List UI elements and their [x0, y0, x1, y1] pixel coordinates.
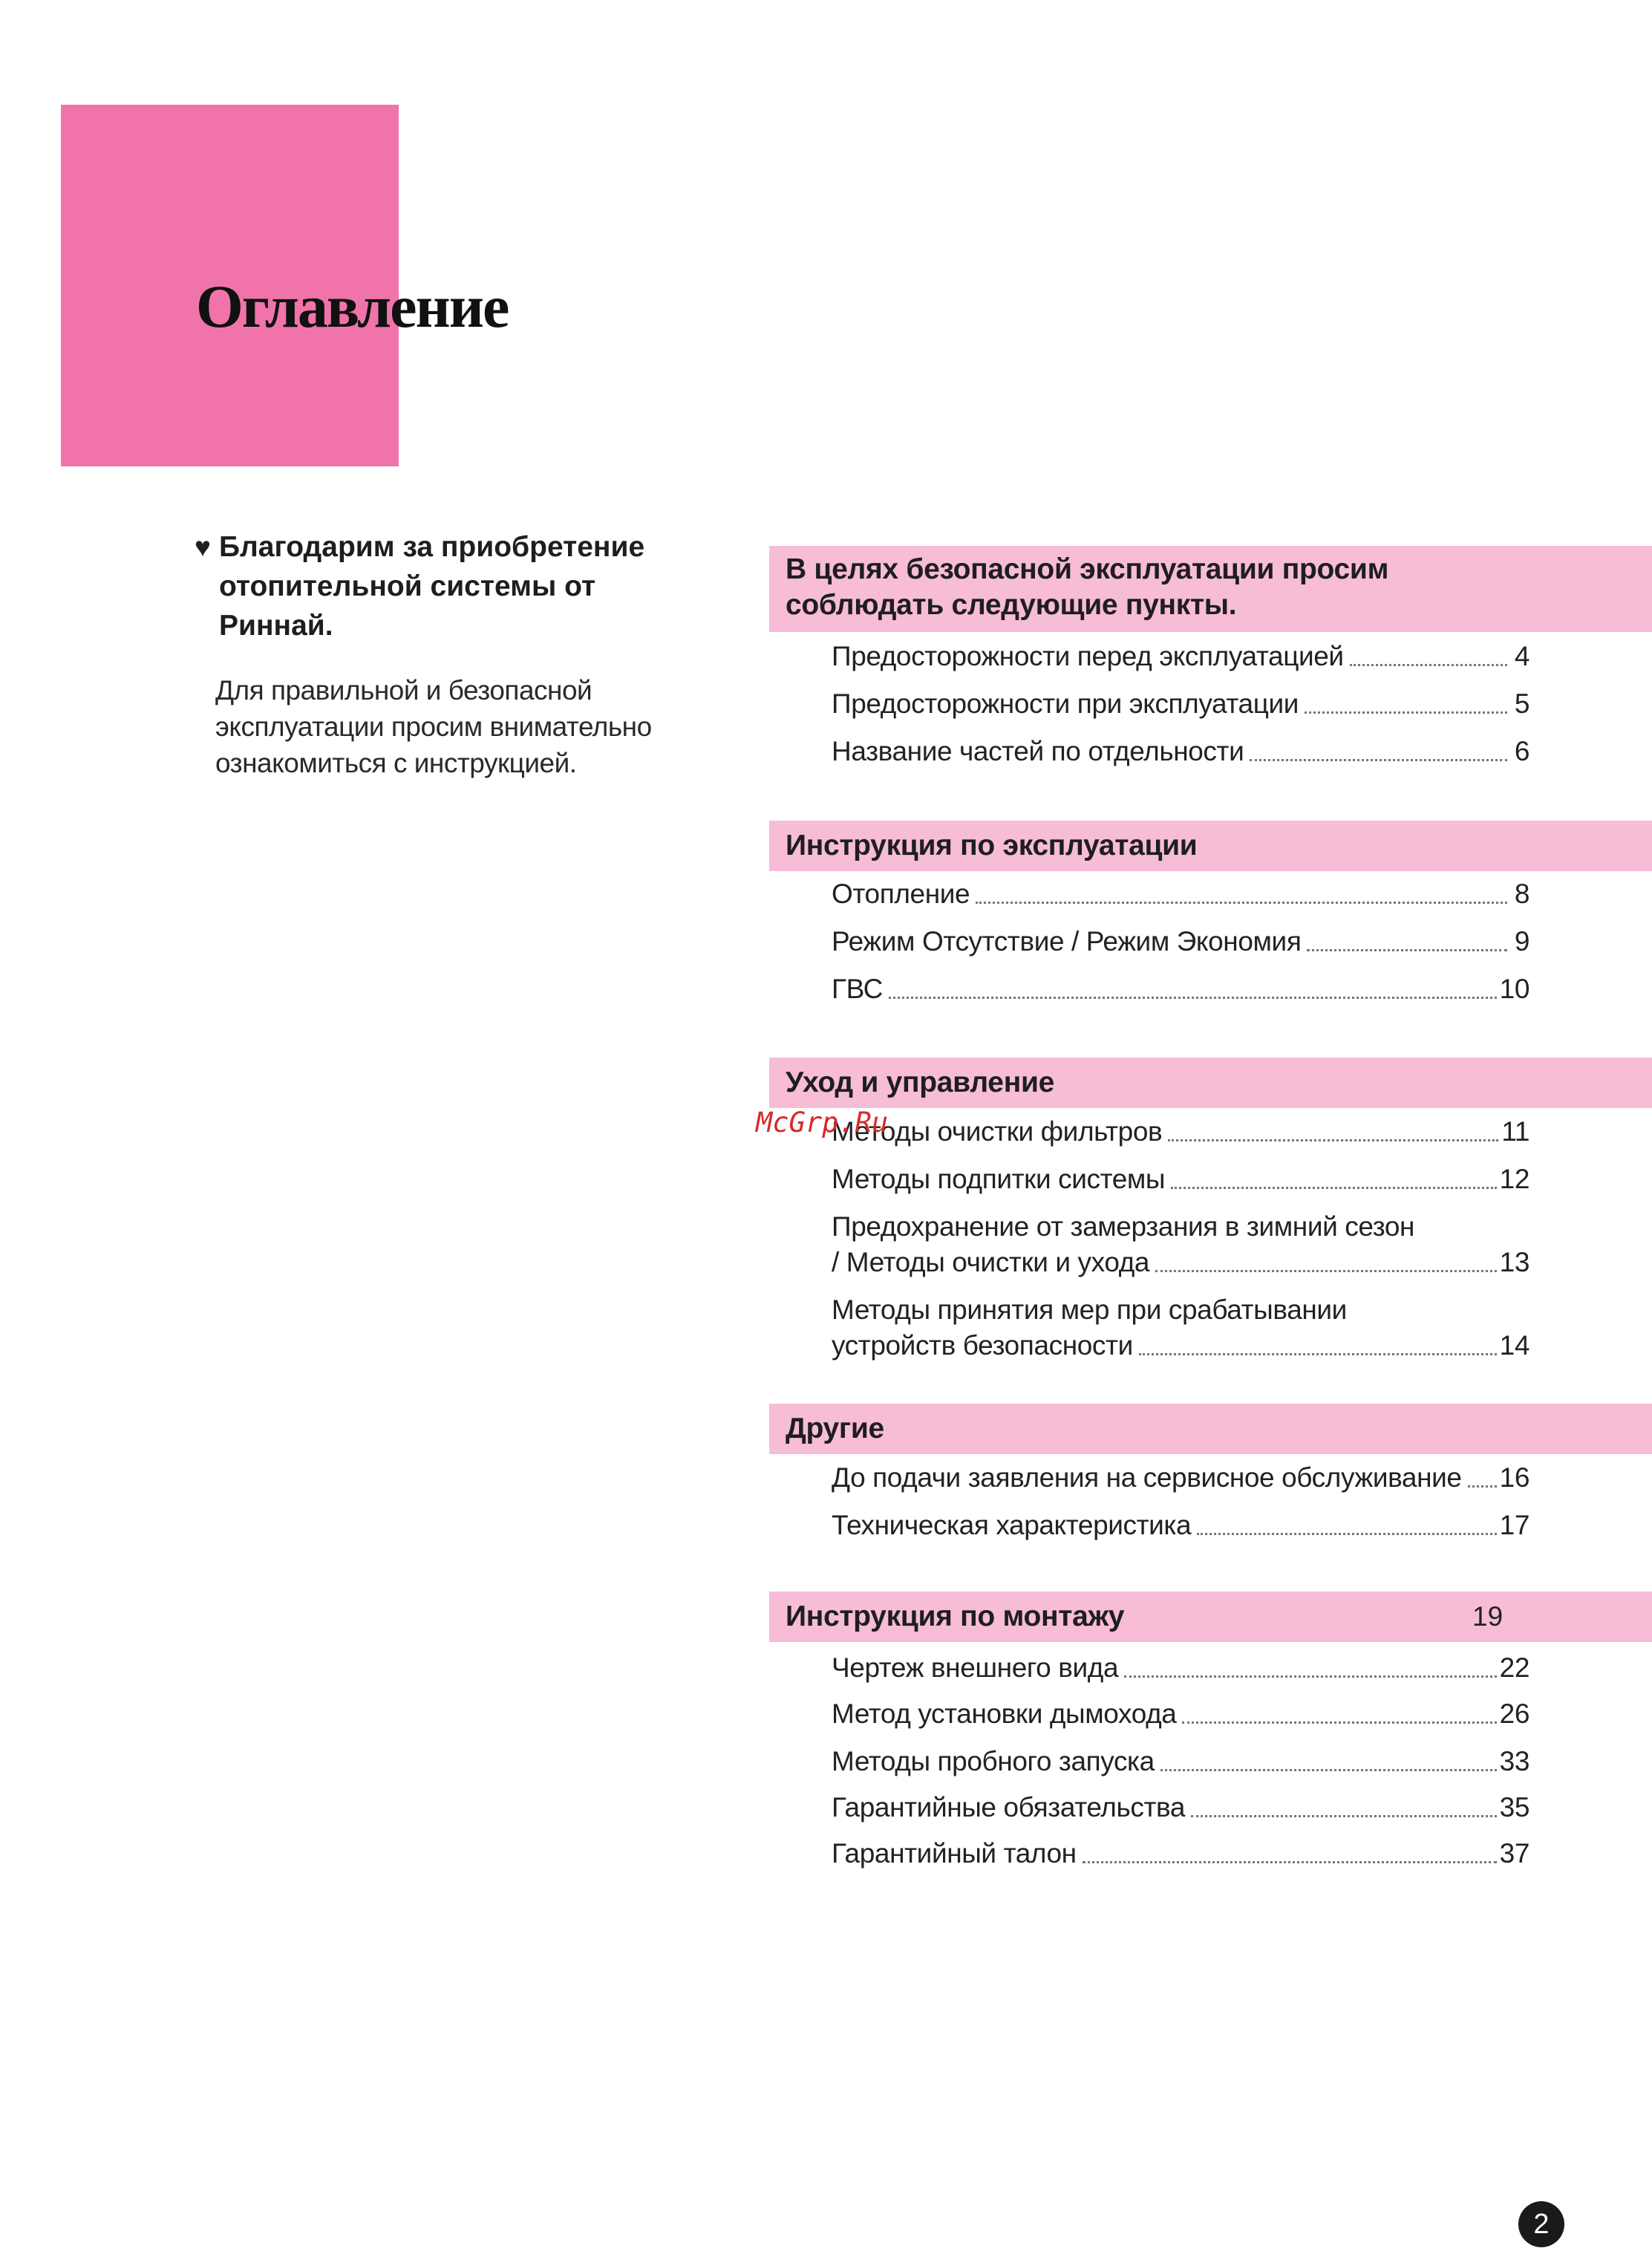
toc-entry[interactable] [832, 924, 1529, 960]
toc-entry-text: Методы подпитки системы [832, 1164, 1166, 1194]
toc-entry[interactable] [832, 1744, 1529, 1779]
toc-entry-page: 17 [1499, 1510, 1529, 1540]
toc-section-header[interactable] [769, 1592, 1652, 1642]
toc-entry[interactable] [832, 876, 1529, 912]
toc-entry-text: Предосторожности перед эксплуатацией [832, 641, 1344, 671]
toc-entry[interactable] [832, 1209, 1529, 1280]
toc-entry-text: Режим Отсутствие / Режим Экономия [832, 926, 1302, 957]
toc-entry[interactable] [832, 734, 1529, 769]
toc-entry-page: 11 [1501, 1116, 1529, 1147]
intro-body-line: эксплуатации просим внимательно [215, 711, 652, 742]
dot-leader [1124, 1675, 1497, 1678]
toc-entry-page: 14 [1499, 1330, 1529, 1361]
dot-leader [1155, 1269, 1497, 1272]
toc-entry-text: / Методы очистки и ухода [832, 1247, 1150, 1277]
toc-entry-text: Гарантийные обязательства [832, 1792, 1186, 1822]
intro-body [195, 672, 670, 781]
toc-entry-page: 5 [1514, 688, 1529, 719]
dot-leader [1182, 1721, 1496, 1724]
toc-section-header[interactable] [769, 821, 1652, 871]
toc-entry-text: Методы очистки фильтров [832, 1116, 1163, 1147]
toc-entry-text: До подачи заявления на сервисное обслуживание [832, 1462, 1462, 1493]
page-title: Оглавление [196, 273, 509, 340]
dot-leader [976, 901, 1507, 904]
dot-leader [1250, 758, 1507, 761]
toc-entry-text: Методы принятия мер при срабатывании [832, 1294, 1347, 1325]
toc-entry[interactable] [832, 1790, 1529, 1825]
toc-entry-text: устройств безопасности [832, 1330, 1133, 1361]
intro-heading [195, 527, 670, 645]
intro-body-line: Для правильной и безопасной [215, 675, 592, 706]
toc-section-title: В целях безопасной эксплуатации просим соблюдать следующие пункты. [786, 553, 1389, 621]
toc-entry-text: Предохранение от замерзания в зимний сезон [832, 1211, 1415, 1242]
toc-entry[interactable] [832, 1836, 1529, 1872]
dot-leader [1468, 1485, 1497, 1488]
toc-entry-text: Техническая характеристика [832, 1510, 1192, 1540]
intro [195, 527, 670, 781]
toc-section-header[interactable] [769, 1404, 1652, 1454]
toc-entry-text: ГВС [832, 974, 884, 1004]
toc-section-page: 19 [1472, 1601, 1504, 1632]
toc-section-title: Другие [786, 1413, 884, 1444]
toc-section-header[interactable] [769, 1058, 1652, 1108]
intro-heading-line: Риннай. [219, 610, 333, 642]
toc-entry-page: 9 [1514, 926, 1529, 957]
toc-entry[interactable] [832, 1650, 1529, 1686]
toc-section-title: Инструкция по эксплуатации [786, 830, 1198, 861]
toc-entry-page: 10 [1499, 974, 1529, 1004]
toc-entry[interactable] [832, 1460, 1529, 1496]
dot-leader [1350, 663, 1507, 666]
toc-entry[interactable] [832, 1508, 1529, 1543]
dot-leader [1160, 1768, 1497, 1771]
heart-icon: ♥ [195, 532, 211, 562]
intro-heading-line: Благодарим за приобретение [219, 531, 645, 563]
dot-leader [1197, 1532, 1496, 1535]
toc-entry[interactable] [832, 639, 1529, 674]
toc-entry[interactable] [832, 686, 1529, 722]
toc-section-header[interactable] [769, 546, 1652, 632]
toc-entry-text: Название частей по отдельности [832, 736, 1244, 766]
toc-entry-page: 35 [1499, 1792, 1529, 1822]
toc-entry[interactable] [832, 1162, 1529, 1197]
toc-entry-page: 37 [1499, 1838, 1529, 1869]
toc-entry-text: Отопление [832, 879, 970, 909]
dot-leader [1168, 1138, 1498, 1141]
toc-entry-page: 16 [1499, 1462, 1529, 1493]
toc-entry[interactable] [832, 1114, 1529, 1150]
toc-entry-text: Гарантийный талон [832, 1838, 1077, 1869]
watermark: McGrp.Ru [756, 1107, 889, 1138]
toc-entry-page: 22 [1499, 1652, 1529, 1683]
intro-body-line: ознакомиться с инструкцией. [215, 748, 577, 778]
toc-entry-text: Метод установки дымохода [832, 1698, 1177, 1729]
dot-leader [1139, 1352, 1497, 1355]
dot-leader [1171, 1186, 1497, 1189]
toc-entry-page: 13 [1499, 1247, 1529, 1277]
dot-leader [1191, 1814, 1497, 1817]
dot-leader [1307, 948, 1507, 951]
dot-leader [889, 996, 1497, 999]
toc-entry[interactable] [832, 1292, 1529, 1364]
page-number: 2 [1518, 2201, 1564, 2247]
toc-entry-page: 4 [1514, 641, 1529, 671]
toc-entry-page: 12 [1499, 1164, 1529, 1194]
toc-entry[interactable] [832, 1696, 1529, 1732]
toc-entry-text: Предосторожности при эксплуатации [832, 688, 1299, 719]
intro-heading-line: отопительной системы от [219, 570, 596, 602]
toc-entry-page: 33 [1499, 1746, 1529, 1776]
toc-entry[interactable] [832, 971, 1529, 1007]
dot-leader [1083, 1860, 1497, 1863]
dot-leader [1305, 711, 1507, 714]
toc-entry-page: 26 [1499, 1698, 1529, 1729]
toc-section-title: Инструкция по монтажу [786, 1600, 1125, 1632]
toc-entry-page: 6 [1514, 736, 1529, 766]
toc-section-title: Уход и управление [786, 1066, 1055, 1098]
toc-entry-page: 8 [1514, 879, 1529, 909]
toc-entry-text: Чертеж внешнего вида [832, 1652, 1119, 1683]
toc-entry-text: Методы пробного запуска [832, 1746, 1155, 1776]
